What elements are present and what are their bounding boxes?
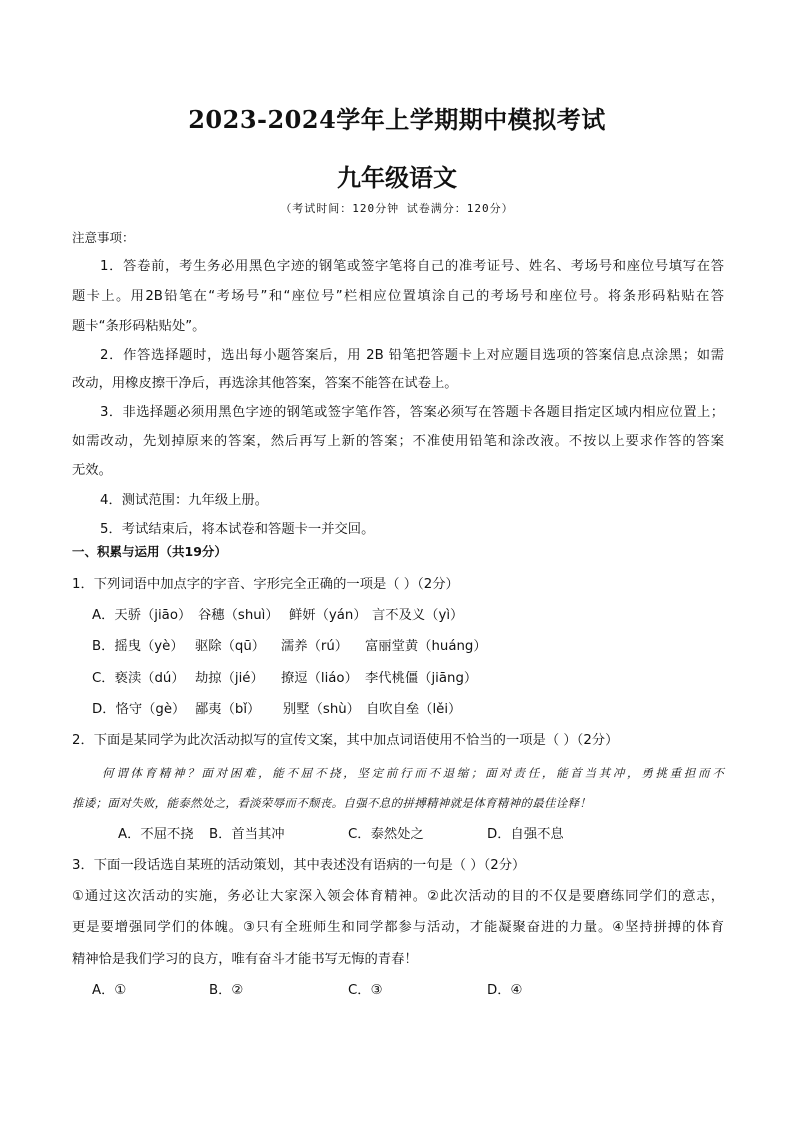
q1-option-b-word: 富丽堂黄（huáng） bbox=[365, 639, 487, 654]
question-2-stem: 2．下面是某同学为此次活动拟写的宣传文案，其中加点词语使用不恰当的一项是（ ）（2分） bbox=[72, 733, 619, 748]
q3-passage-line: 更是要增强同学们的体魄。③只有全班师生和同学都参与活动，才能凝聚奋进的力量。④坚持拼搏的体育 bbox=[72, 920, 724, 935]
notice-line: 题卡上。用2B铅笔在“考场号”和“座位号”栏相应位置填涂自己的考场号和座位号。将条形码粘贴在答 bbox=[72, 289, 724, 304]
section-heading: 一、积累与运用（共19分） bbox=[72, 544, 227, 559]
subject-title: 九年级语文 bbox=[337, 163, 457, 192]
q3-option-d: D．④ bbox=[487, 983, 523, 998]
notice-heading: 注意事项： bbox=[72, 230, 135, 245]
question-3-stem: 3．下面一段话选自某班的活动策划，其中表述没有语病的一句是（ ）（2分） bbox=[72, 858, 526, 873]
exam-meta: （考试时间：120分钟 试卷满分：120分） bbox=[280, 202, 514, 215]
q3-passage-line: 精神恰是我们学习的良方，唯有奋斗才能书写无悔的青春！ bbox=[72, 952, 418, 967]
q1-option-b-word: 驱除（qū） bbox=[195, 639, 266, 654]
q1-option-a-word: 鲜妍（yán） bbox=[289, 608, 367, 623]
q1-option-a-word: 谷穗（shuì） bbox=[198, 608, 279, 623]
q1-option-c-word: C．亵渎（dú） bbox=[92, 671, 185, 686]
q1-option-c-word: 劫掠（jié） bbox=[195, 671, 264, 686]
question-1-stem: 1．下列词语中加点字的字音、字形完全正确的一项是（ ）（2分） bbox=[72, 577, 459, 592]
q3-passage-line: ①通过这次活动的实施，务必让大家深入领会体育精神。②此次活动的目的不仅是要磨练同学们的意志， bbox=[72, 889, 724, 904]
q1-option-d-word: 鄙夷（bǐ） bbox=[195, 702, 261, 717]
q2-option-a: A．不屈不挠 bbox=[118, 827, 194, 842]
notice-line: 改动，用橡皮擦干净后，再选涂其他答案，答案不能答在试卷上。 bbox=[72, 376, 458, 391]
q3-option-b: B．② bbox=[209, 983, 244, 998]
notice-line: 无效。 bbox=[72, 463, 112, 478]
q1-option-c-word: 撩逗（liáo） bbox=[281, 671, 358, 686]
q2-passage-line: 推诿；面对失败，能泰然处之，看淡荣辱而不颓丧。自强不息的拼搏精神就是体育精神的最佳诠释！ bbox=[72, 796, 592, 810]
q1-option-d-word: 自吹自垒（lěi） bbox=[366, 702, 462, 717]
q1-option-d-word: 别墅（shù） bbox=[283, 702, 360, 717]
q2-option-c: C．泰然处之 bbox=[348, 827, 424, 842]
q3-option-a: A．① bbox=[92, 983, 127, 998]
notice-line: 如需改动，先划掉原来的答案，然后再写上新的答案；不准使用铅笔和涂改液。不按以上要求作答的答案 bbox=[72, 434, 724, 449]
notice-line: 5．考试结束后，将本试卷和答题卡一并交回。 bbox=[100, 522, 375, 537]
q2-option-d: D．自强不息 bbox=[487, 827, 564, 842]
q1-option-b-word: 濡养（rú） bbox=[281, 639, 349, 654]
q2-passage-line: 何谓体育精神？面对困难，能不屈不挠，坚定前行而不退缩；面对责任，能首当其冲，勇挑重担而不 bbox=[102, 766, 724, 780]
notice-line: 3．非选择题必须用黑色字迹的钢笔或签字笔作答，答案必须写在答题卡各题目指定区域内相应位置上； bbox=[100, 405, 724, 420]
q1-option-a-word: A．天骄（jiāo） bbox=[92, 608, 192, 623]
q1-option-c-word: 李代桃僵（jiāng） bbox=[365, 671, 478, 686]
notice-line: 4．测试范围：九年级上册。 bbox=[100, 493, 269, 508]
notice-line: 题卡“条形码粘贴处”。 bbox=[72, 319, 206, 334]
notice-line: 2．作答选择题时，选出每小题答案后，用 2B 铅笔把答题卡上对应题目选项的答案信息点涂黑；如需 bbox=[100, 348, 724, 363]
notice-line: 1．答卷前，考生务必用黑色字迹的钢笔或签字笔将自己的准考证号、姓名、考场号和座位号填写在答 bbox=[100, 259, 724, 274]
q2-option-b: B．首当其冲 bbox=[209, 827, 285, 842]
q3-option-c: C．③ bbox=[348, 983, 383, 998]
q1-option-b-word: B．摇曳（yè） bbox=[92, 639, 184, 654]
q1-option-d-word: D．恪守（gè） bbox=[92, 702, 186, 717]
q1-option-a-word: 言不及义（yì） bbox=[372, 608, 464, 623]
exam-title: 2023-2024学年上学期期中模拟考试 bbox=[188, 105, 606, 134]
